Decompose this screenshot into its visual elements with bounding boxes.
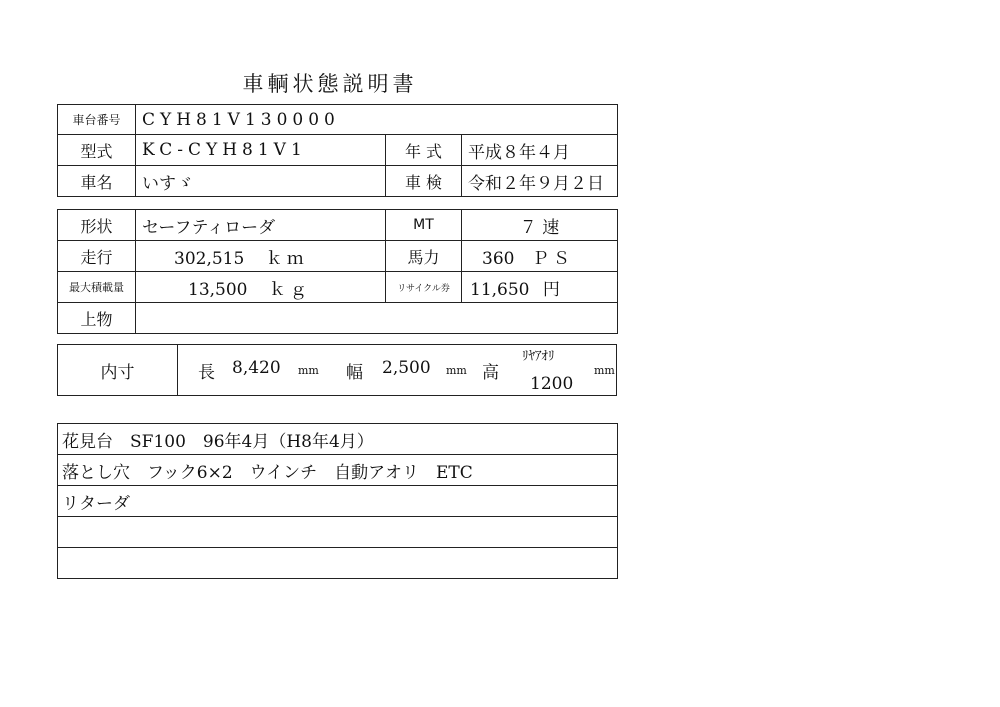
note-line [58,517,618,548]
chassis-number-label: 車台番号 [58,105,136,135]
power-unit: ＰＳ [531,248,574,269]
basic-info-table [57,104,618,197]
dimensions-box [57,344,617,396]
model-value: KC-CYH81V1 [136,135,386,166]
height-note: ﾘﾔｱｵﾘ [522,349,555,364]
length-unit: mm [298,364,319,377]
length-label: 長 [198,363,215,383]
shape-value: セーフティローダ [136,210,386,241]
note-line: 花見台 SF100 96年4月（H8年4月） [58,424,618,455]
length-value: 8,420 [232,358,281,378]
mileage-cell [136,241,386,272]
year-value: 平成８年４月 [462,135,618,166]
year-label: 年 式 [386,135,462,166]
mileage-unit: ｋｍ [265,248,308,269]
capacity-unit: ｋｇ [268,279,311,300]
mt-label: MT [386,210,462,241]
max-capacity-label: 最大積載量 [58,272,136,303]
mileage-label: 走行 [58,241,136,272]
vehicle-name-label: 車名 [58,166,136,197]
shape-label: 形状 [58,210,136,241]
body-label: 上物 [58,303,136,334]
model-label: 型式 [58,135,136,166]
chassis-number-value: CYH81V130000 [136,105,618,135]
note-line: 落とし穴 フック6×2 ウインチ 自動アオリ ETC [58,455,618,486]
recycle-unit: 円 [542,279,560,300]
body-value [136,303,618,334]
recycle-value: 11,650 [470,279,530,300]
mt-value: ７ 速 [462,210,618,241]
height-label: 高 [482,363,499,383]
vehicle-name-value: いすゞ [136,166,386,197]
mileage-value: 302,515 [174,248,245,269]
height-unit: mm [594,364,615,377]
height-value: 1200 [530,374,574,394]
document-title: 車輌状態説明書 [242,72,418,96]
inspection-value: 令和２年９月２日 [462,166,618,197]
width-value: 2,500 [382,358,431,378]
recycle-cell [462,272,618,303]
capacity-cell [136,272,386,303]
note-line: リターダ [58,486,618,517]
notes-table [57,423,618,579]
recycle-ticket-label: リサイクル券 [386,272,462,303]
power-cell [462,241,618,272]
width-unit: mm [446,364,467,377]
capacity-value: 13,500 [188,279,248,300]
power-label: 馬力 [386,241,462,272]
dimensions-label: 内寸 [58,345,178,395]
note-line [58,548,618,579]
specs-table [57,209,618,334]
width-label: 幅 [346,363,363,383]
inspection-label: 車 検 [386,166,462,197]
power-value: 360 [482,248,515,269]
